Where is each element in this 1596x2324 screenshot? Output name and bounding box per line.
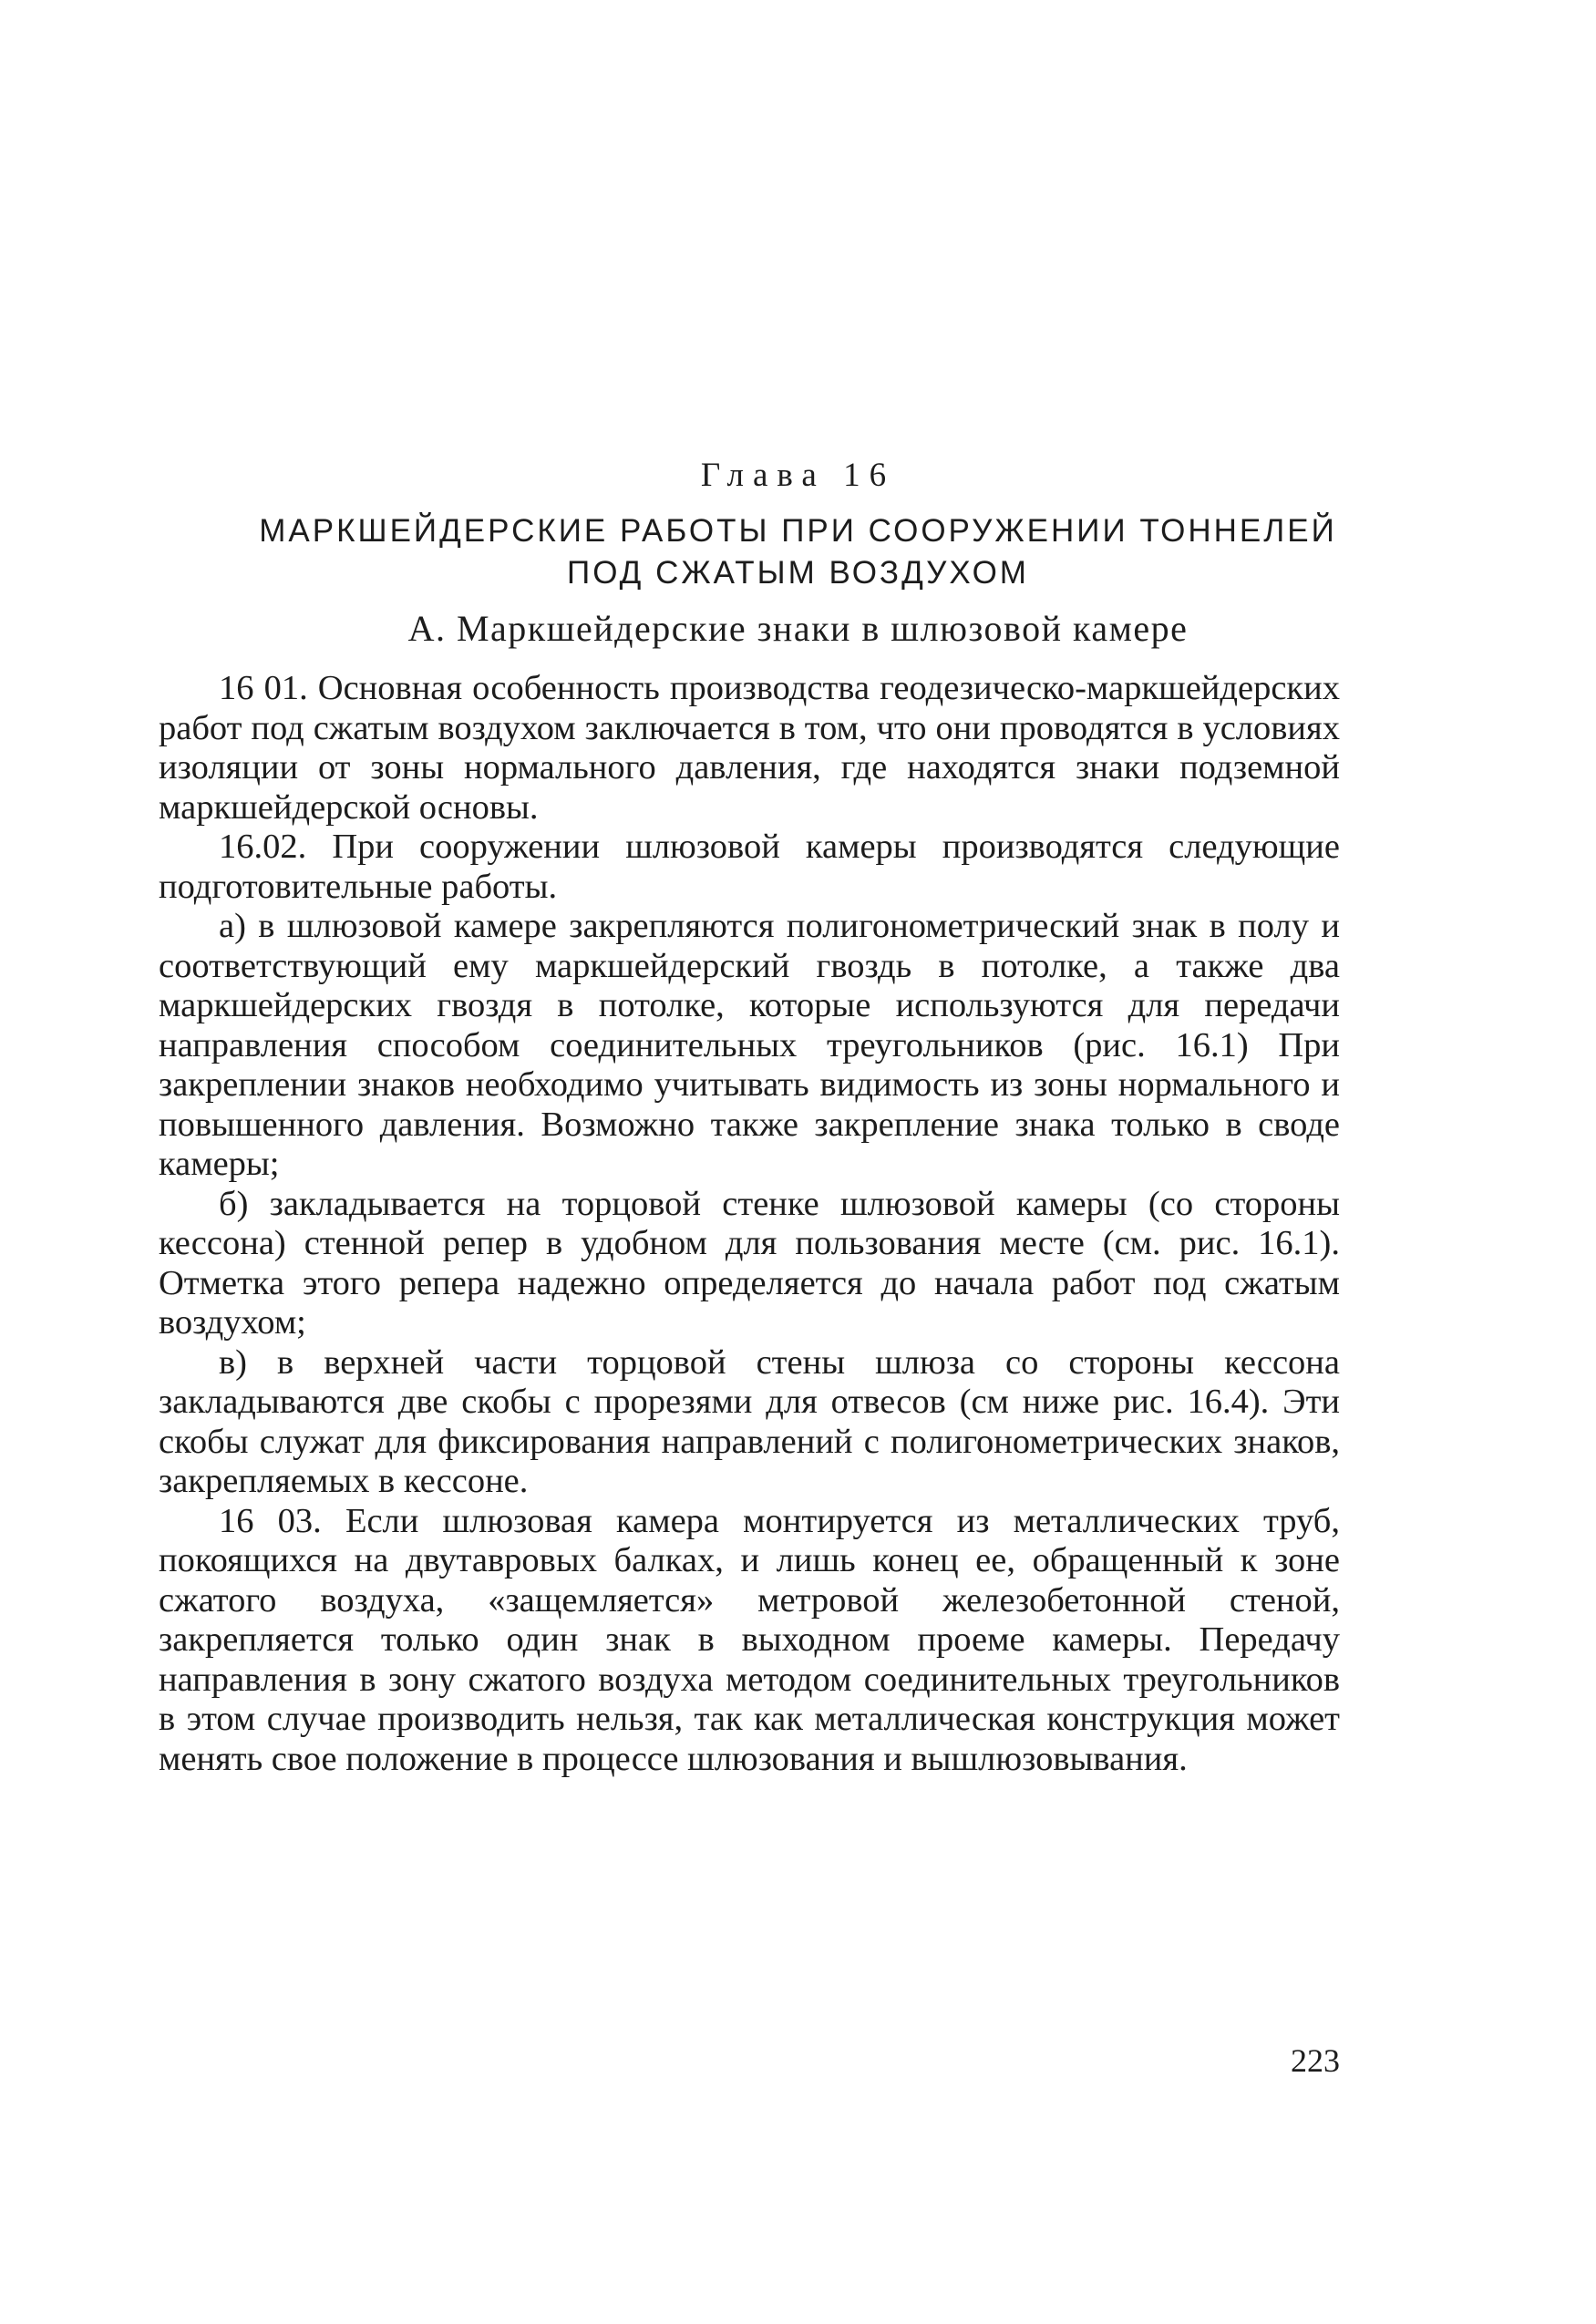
paragraph-16-02: 16.02. При сооружении шлюзовой камеры производятся следующие подготовительные работы.	[159, 828, 1340, 906]
list-item-b: б) закладывается на торцовой стенке шлюзовой камеры (со стороны кессона) стенной репер в удобном для пользования месте (см. рис. 16.1). Отметка этого репера надежно определяется до начала работ под сжатым воздухом;	[159, 1184, 1340, 1342]
chapter-title-line-2: ПОД СЖАТЫМ ВОЗДУХОМ	[567, 555, 1029, 591]
chapter-label: Глава 16	[700, 457, 896, 494]
section-title: А. Маркшейдерские знаки в шлюзовой камере	[407, 608, 1189, 649]
chapter-title	[146, 510, 1450, 594]
paragraph-16-03: 16 03. Если шлюзовая камера монтируется из металлических труб, покоящихся на двутавровых балках, и лишь конец ее, обращенный к зоне сжатого воздуха, «защемляется» метровой железобетонной стеной, закрепляется только один знак в выходном проеме камеры. Передачу направления в зону сжатого воздуха методом соединительных треугольников в этом случае производить нельзя, так как металлическая конструкция может менять свое положение в процессе шлюзования и вышлюзовывания.	[159, 1501, 1340, 1778]
chapter-title-line-1: МАРКШЕЙДЕРСКИЕ РАБОТЫ ПРИ СООРУЖЕНИИ ТОННЕЛЕЙ	[259, 513, 1337, 549]
list-item-v: в) в верхней части торцовой стены шлюза со стороны кессона закладываются две скобы с прорезями для отвесов (см ниже рис. 16.4). Эти скобы служат для фиксирования направлений с полигонометрических знаков, закрепляемых в кессоне.	[159, 1342, 1340, 1500]
body-text	[159, 669, 1340, 1779]
list-item-a: а) в шлюзовой камере закрепляются полигонометрический знак в полу и соответствующий ему маркшейдерский гвоздь в потолке, а также два маркшейдерских гвоздя в потолке, которые используются для передачи направления способом соединительных треугольников (рис. 16.1) При закреплении знаков необходимо учитывать видимость из зоны нормального и повышенного давления. Возможно также закрепление знака только в своде камеры;	[159, 907, 1340, 1183]
paragraph-16-01: 16 01. Основная особенность производства геодезическо-маркшейдерских работ под сжатым воздухом заключается в том, что они проводятся в условиях изоляции от зоны нормального давления, где находятся знаки подземной маркшейдерской основы.	[159, 669, 1340, 827]
page-number: 223	[1291, 2042, 1340, 2079]
